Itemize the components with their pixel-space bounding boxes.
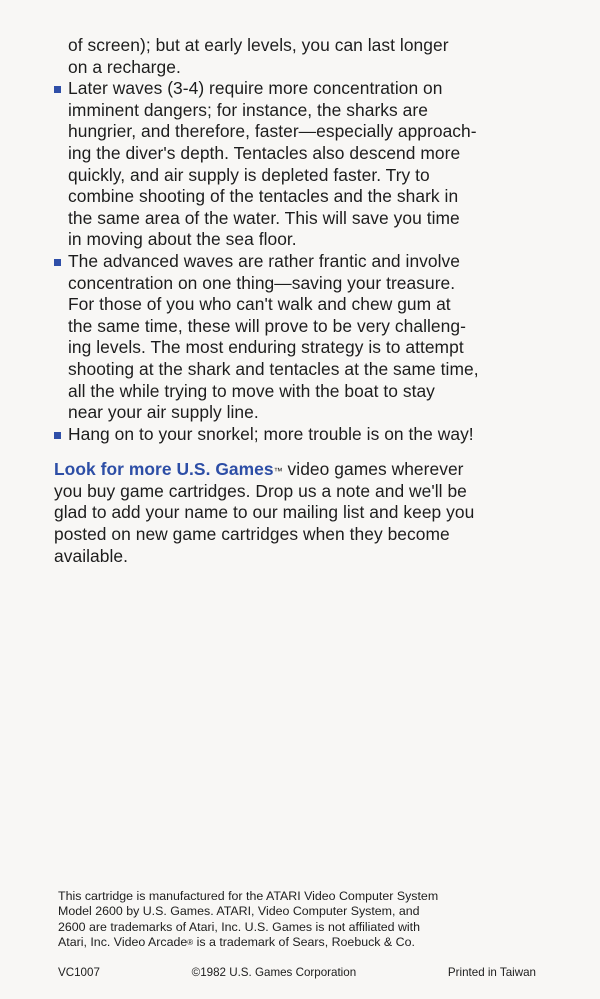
bullet-line: imminent dangers; for instance, the sharks are: [68, 99, 428, 120]
promo-line-5: available.: [54, 545, 128, 566]
promo-line-2: you buy game cartridges. Drop us a note and we'll be: [54, 480, 467, 501]
bullet-line: concentration on one thing—saving your treasure.: [68, 272, 456, 293]
bullet-line: quickly, and air supply is depleted faster. Try to: [68, 164, 430, 185]
bullet-line: all the while trying to move with the boat to stay: [68, 380, 435, 401]
bullet-square-icon: [54, 432, 61, 439]
bullet-line: the same area of the water. This will save you time: [68, 207, 460, 228]
legal-line-1: This cartridge is manufactured for the ATARI Video Computer System: [58, 889, 439, 903]
footer: [58, 966, 536, 979]
promo-paragraph: [54, 459, 554, 567]
bullet-line: ing levels. The most enduring strategy is to attempt: [68, 337, 464, 358]
product-code: VC1007: [58, 966, 100, 979]
body-text: [54, 35, 554, 567]
bullet-line: hungrier, and therefore, faster—especially approach-: [68, 121, 477, 142]
bullet-advanced-waves: [54, 251, 554, 424]
bullet-line: For those of you who can't walk and chew gum at: [68, 294, 451, 315]
bullet-line: Later waves (3-4) require more concentration on: [68, 78, 443, 99]
bullet-square-icon: [54, 259, 61, 266]
promo-line-4: posted on new game cartridges when they become: [54, 524, 450, 545]
bullet-line: ing the diver's depth. Tentacles also descend more: [68, 142, 461, 163]
legal-line-4-b: is a trademark of Sears, Roebuck & Co.: [193, 935, 415, 950]
printed-in: Printed in Taiwan: [447, 966, 536, 979]
bullet-line: Hang on to your snorkel; more trouble is on the way!: [68, 423, 474, 444]
legal-line-2: Model 2600 by U.S. Games. ATARI, Video Computer System, and: [58, 904, 420, 919]
legal-notice: [58, 889, 548, 951]
bullet-line: shooting at the shark and tentacles at the same time,: [68, 358, 479, 379]
bullet-snorkel: [54, 424, 554, 446]
bullet-line: the same time, these will prove to be very challeng-: [68, 315, 466, 336]
registered-symbol: ®: [187, 938, 194, 948]
bullet-square-icon: [54, 86, 61, 93]
bullet-later-waves: [54, 78, 554, 251]
copyright-notice: ©1982 U.S. Games Corporation: [191, 966, 357, 979]
promo-highlight: Look for more U.S. Games: [54, 459, 274, 480]
bullet-line: near your air supply line.: [68, 402, 259, 423]
intro-line-1: of screen); but at early levels, you can last longer: [68, 35, 449, 55]
legal-line-3: 2600 are trademarks of Atari, Inc. U.S. Games is not affiliated with: [58, 919, 421, 934]
legal-line-4: [58, 935, 548, 950]
bullet-line: The advanced waves are rather frantic and involve: [68, 250, 461, 271]
promo-line-1-rest: video games wherever: [282, 459, 464, 480]
promo-line-1: [54, 459, 554, 481]
intro-line-2: on a recharge.: [68, 56, 181, 77]
promo-line-3: glad to add your name to our mailing list and keep you: [54, 502, 475, 523]
trademark-symbol: ™: [273, 466, 283, 477]
legal-line-4-a: Atari, Inc. Video Arcade: [58, 935, 188, 950]
bullet-line: in moving about the sea floor.: [68, 229, 297, 250]
bullet-line: combine shooting of the tentacles and the shark in: [68, 186, 459, 207]
